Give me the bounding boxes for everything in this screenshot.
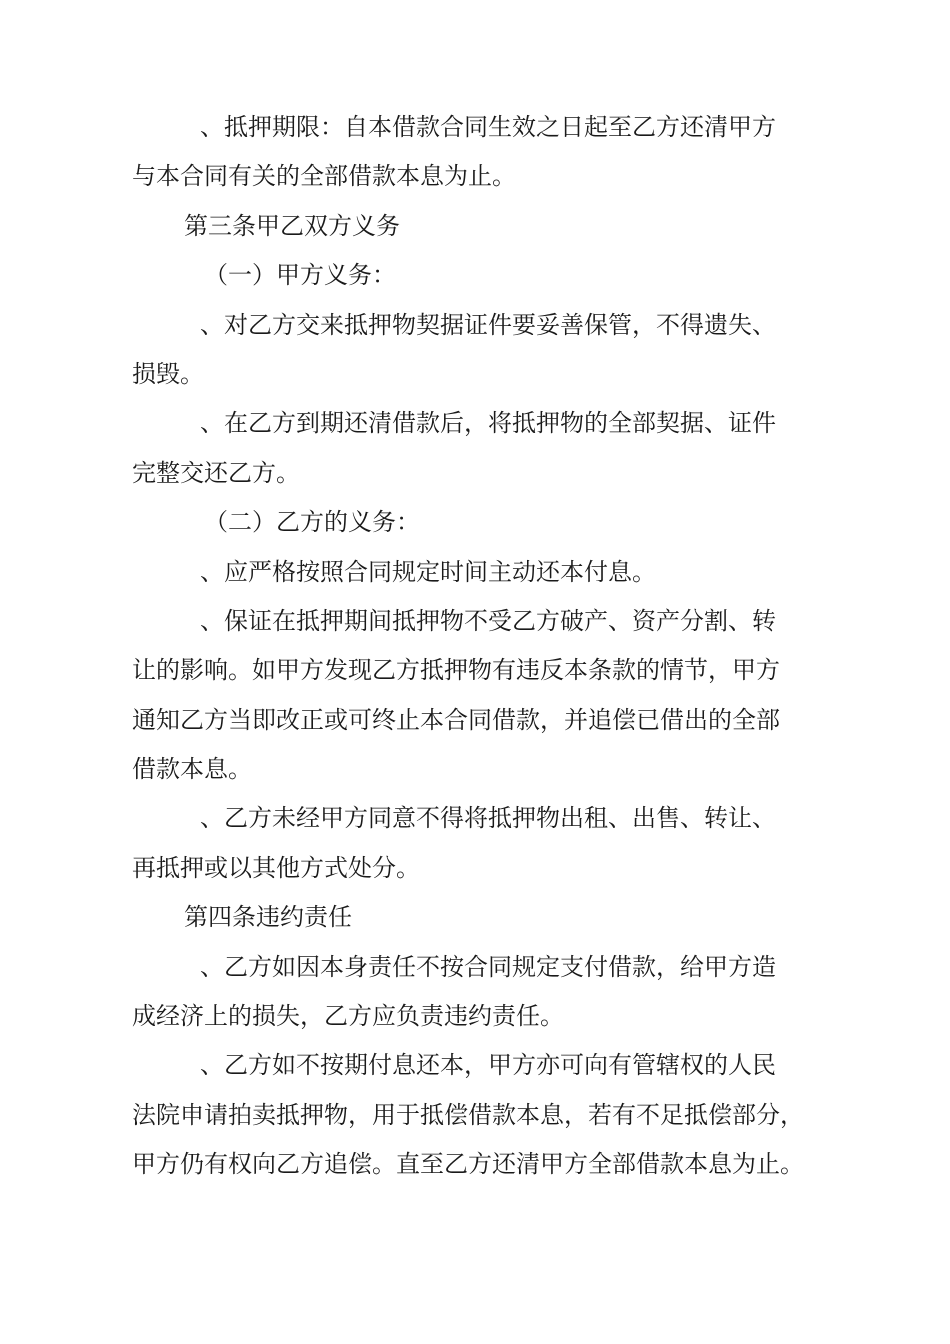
text-line: 通知乙方当即改正或可终止本合同借款，并追偿已借出的全部	[132, 705, 780, 734]
text-line: 、保证在抵押期间抵押物不受乙方破产、资产分割、转	[200, 606, 776, 635]
text-line: 与本合同有关的全部借款本息为止。	[132, 162, 516, 191]
text-line: 损毁。	[132, 359, 204, 388]
subsection-heading: （一）甲方义务：	[204, 261, 396, 290]
text-line: 、对乙方交来抵押物契据证件要妥善保管，不得遗失、	[200, 310, 776, 339]
text-line: 、乙方如因本身责任不按合同规定支付借款，给甲方造	[200, 952, 776, 981]
section-heading: 第四条违约责任	[184, 903, 352, 932]
text-line: 成经济上的损失，乙方应负责违约责任。	[132, 1002, 564, 1031]
text-line: 、在乙方到期还清借款后，将抵押物的全部契据、证件	[200, 409, 776, 438]
text-line: 法院申请拍卖抵押物，用于抵偿借款本息，若有不足抵偿部分，	[132, 1100, 804, 1129]
subsection-heading: （二）乙方的义务：	[204, 508, 420, 537]
document-body	[132, 103, 832, 1190]
text-line: 让的影响。如甲方发现乙方抵押物有违反本条款的情节，甲方	[132, 656, 780, 685]
text-line: 、乙方未经甲方同意不得将抵押物出租、出售、转让、	[200, 804, 776, 833]
text-line: 完整交还乙方。	[132, 458, 300, 487]
text-line: 借款本息。	[132, 755, 252, 784]
text-line: 、抵押期限：自本借款合同生效之日起至乙方还清甲方	[200, 113, 776, 141]
section-heading: 第三条甲乙双方义务	[184, 211, 400, 240]
text-line: 、应严格按照合同规定时间主动还本付息。	[200, 557, 656, 586]
text-line: 、乙方如不按期付息还本，甲方亦可向有管辖权的人民	[200, 1051, 776, 1080]
text-line: 甲方仍有权向乙方追偿。直至乙方还清甲方全部借款本息为止。	[132, 1150, 804, 1179]
text-line: 再抵押或以其他方式处分。	[132, 853, 420, 882]
